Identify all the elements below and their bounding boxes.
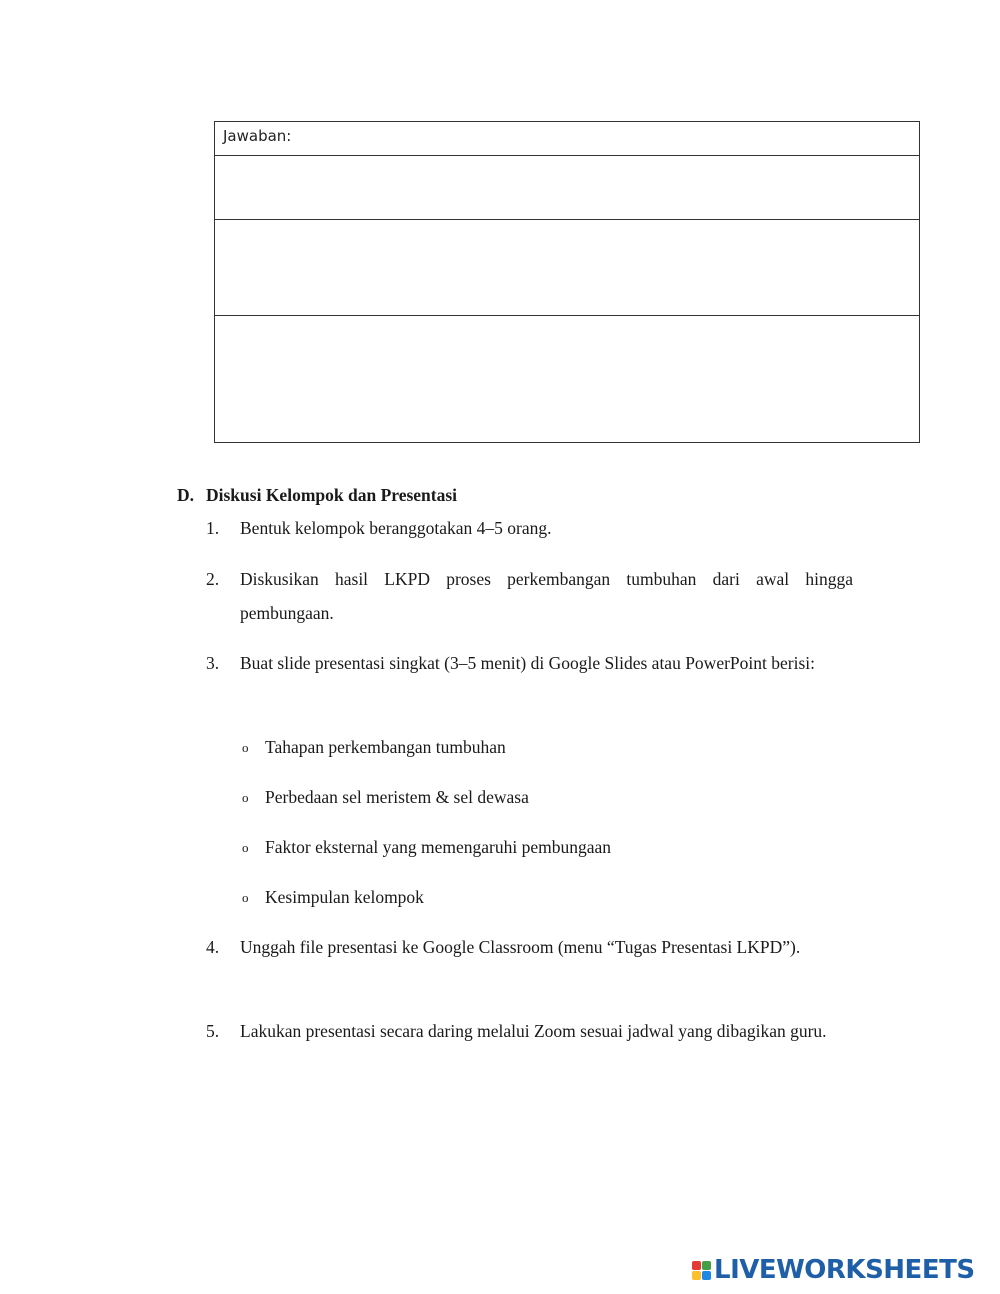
logo-square-icon [702,1271,711,1280]
logo-mark-icon [692,1261,711,1280]
list-item [206,562,853,630]
answer-field-2[interactable] [215,220,920,316]
list-item-text: Unggah file presentasi ke Google Classroom (menu “Tugas Presentasi LKPD”). [240,937,801,957]
sub-list-item-text: Perbedaan sel meristem & sel dewasa [265,787,529,807]
logo-square-icon [692,1261,701,1270]
list-item [206,511,853,545]
list-item-text: Bentuk kelompok beranggotakan 4–5 orang. [240,518,552,538]
list-item-number: 1. [206,518,220,538]
liveworksheets-logo [692,1256,975,1284]
bullet-icon: o [242,890,249,905]
logo-text: LIVEWORKSHEETS [714,1255,975,1285]
sub-list-item-text: Faktor eksternal yang memengaruhi pembungaan [265,837,612,857]
sub-list-item [242,786,529,809]
answer-field-1[interactable] [215,156,920,220]
bullet-icon: o [242,840,249,855]
answer-field-3[interactable] [215,316,920,443]
list-item-text: Diskusikan hasil LKPD proses perkembangan tumbuhan dari awal hingga pembungaan. [240,569,853,623]
bullet-icon: o [242,790,249,805]
list-item-number: 2. [206,569,220,589]
section-heading [177,484,457,506]
logo-square-icon [692,1271,701,1280]
list-item-text: Buat slide presentasi singkat (3–5 menit) di Google Slides atau PowerPoint berisi: [240,653,815,673]
sub-list-item-text: Tahapan perkembangan tumbuhan [265,737,506,757]
list-item [206,930,853,964]
sub-list-item [242,736,506,759]
answer-header: Jawaban: [215,122,920,156]
sub-list-item [242,886,424,909]
list-item-number: 3. [206,653,220,673]
sub-list-item [242,836,611,859]
list-item-number: 5. [206,1021,220,1041]
bullet-icon: o [242,740,249,755]
list-item-text: Lakukan presentasi secara daring melalui Zoom sesuai jadwal yang dibagikan guru. [240,1021,827,1041]
list-item [206,646,853,680]
section-letter: D. [177,485,195,505]
answer-table [214,121,920,443]
logo-square-icon [702,1261,711,1270]
list-item [206,1014,853,1048]
list-item-number: 4. [206,937,220,957]
section-title: Diskusi Kelompok dan Presentasi [206,485,458,505]
sub-list-item-text: Kesimpulan kelompok [265,887,424,907]
